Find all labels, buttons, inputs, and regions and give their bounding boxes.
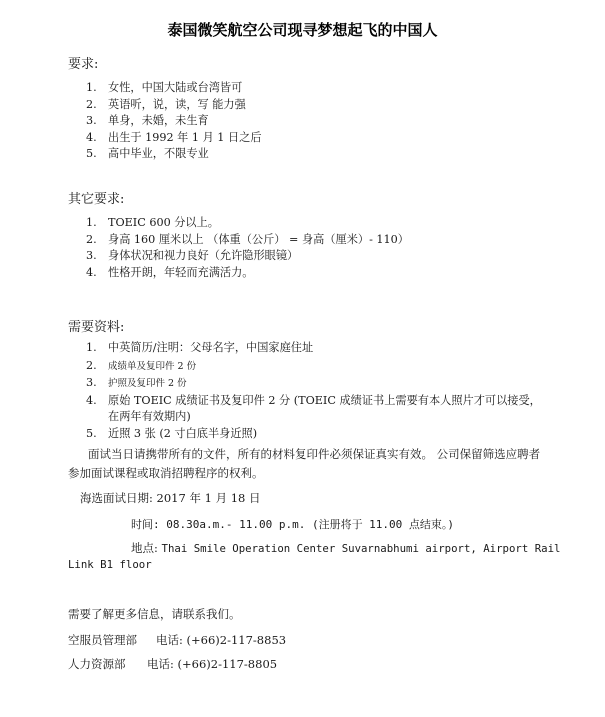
contact-department: 人力资源部 [68, 657, 126, 671]
list-text: 性格开朗，年轻而充满活力。 [108, 265, 254, 279]
documents-list [86, 340, 548, 442]
list-number: 1. [86, 216, 97, 229]
interview-time: 时间: 08.30a.m.- 11.00 p.m. (注册将于 11.00 点结束。) [131, 518, 455, 531]
list-number: 4. [86, 130, 97, 144]
location-line [131, 540, 560, 556]
contact-intro: 需要了解更多信息，请联系我们。 [68, 607, 241, 621]
screening-date: 海选面试日期: 2017 年 1 月 18 日 [80, 491, 261, 505]
location-label: 地点: [131, 541, 158, 555]
list-number: 2. [86, 358, 97, 372]
list-number: 2. [86, 97, 97, 111]
list-number: 3. [86, 114, 97, 127]
list-text: TOEIC 600 分以上。 [108, 216, 219, 229]
list-item [86, 375, 548, 393]
contact-row [68, 656, 277, 672]
other-requirements-heading: 其它要求: [68, 192, 125, 207]
list-number: 4. [86, 265, 97, 279]
list-item [86, 358, 548, 376]
list-text: 身高 160 厘米以上 （体重（公斤） = 身高（厘米）- 110） [108, 232, 409, 246]
list-text: 近照 3 张 (2 寸白底半身近照) [108, 426, 258, 440]
list-number: 1. [86, 81, 97, 94]
list-number: 5. [86, 147, 97, 160]
list-number: 3. [86, 376, 97, 389]
list-text: 单身，未婚，未生育 [108, 114, 209, 127]
list-item [86, 215, 409, 232]
list-text: 高中毕业，不限专业 [108, 147, 209, 160]
list-item [86, 80, 262, 97]
list-number: 1. [86, 341, 97, 354]
list-item [86, 340, 548, 357]
requirements-list [86, 80, 262, 163]
list-item [86, 232, 409, 249]
list-item [86, 426, 548, 443]
list-item [86, 248, 409, 265]
list-item [86, 130, 262, 147]
requirements-heading: 要求: [68, 57, 99, 72]
contact-phone: 电话: (+66)2-117-8853 [156, 633, 287, 647]
contact-row [68, 632, 286, 648]
list-text: 身体状况和视力良好（允许隐形眼镜） [108, 249, 299, 262]
list-text: 护照及复印件 2 份 [108, 378, 187, 389]
list-item [86, 393, 548, 426]
list-text: 中英简历/注明：父母名字，中国家庭住址 [108, 341, 314, 354]
list-number: 4. [86, 393, 97, 407]
location-continuation: Link B1 floor [68, 558, 152, 571]
list-number: 5. [86, 426, 97, 440]
other-requirements-list [86, 215, 409, 281]
list-item [86, 97, 262, 114]
list-text: 原始 TOEIC 成绩证书及复印件 2 分 (TOEIC 成绩证书上需要有本人照片才可以接受，在两年有效期内) [108, 393, 541, 423]
list-text: 女性，中国大陆或台湾皆可 [108, 81, 243, 94]
list-text: 英语听，说，读，写 能力强 [108, 97, 246, 111]
interview-note: 面试当日请携带所有的文件，所有的材料复印件必须保证真实有效。 公司保留筛选应聘者参加面试课程或取消招聘程序的权利。 [68, 447, 541, 480]
list-text: 出生于 1992 年 1 月 1 日之后 [108, 130, 262, 144]
contact-phone: 电话: (+66)2-117-8805 [147, 657, 278, 671]
list-number: 2. [86, 232, 97, 246]
list-item [86, 146, 262, 163]
page-title: 泰国微笑航空公司现寻梦想起飞的中国人 [167, 21, 438, 39]
documents-heading: 需要资料: [68, 320, 125, 335]
list-text: 成绩单及复印件 2 份 [108, 360, 197, 372]
list-item [86, 265, 409, 282]
list-number: 3. [86, 249, 97, 262]
contact-department: 空服员管理部 [68, 633, 137, 647]
list-item [86, 113, 262, 130]
location-value: Thai Smile Operation Center Suvarnabhumi airport, Airport Rail [161, 542, 561, 555]
